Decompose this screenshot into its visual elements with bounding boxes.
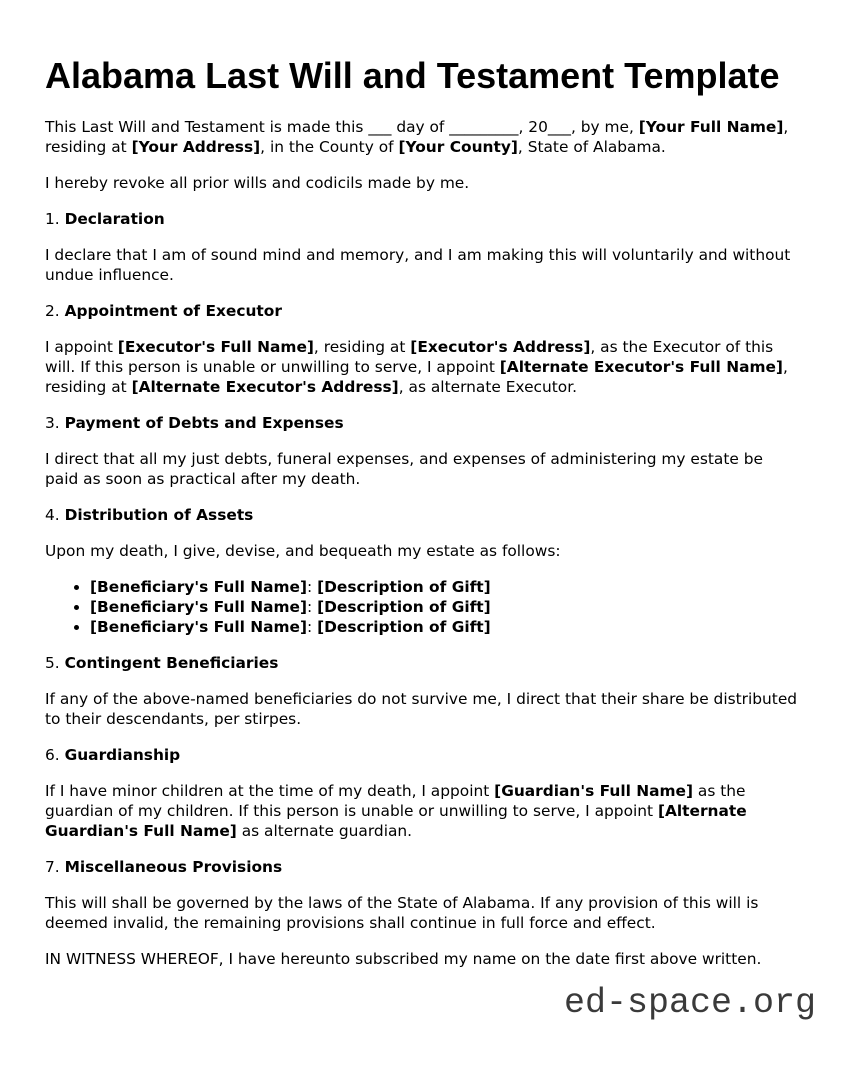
placeholder-alternate-guardian-full-name: [Alternate Guardian's Full Name] [45, 802, 747, 840]
beneficiary-item [90, 597, 799, 617]
section-2-title: Appointment of Executor [64, 302, 282, 320]
paragraph-witness: IN WITNESS WHEREOF, I have hereunto subscribed my name on the date first above written. [45, 950, 762, 968]
paragraph-debts: I direct that all my just debts, funeral expenses, and expenses of administering my estate be paid as soon as practical after my death. [45, 450, 763, 488]
section-6-title: Guardianship [64, 746, 181, 764]
guardian-text-2: as the guardian of my children. If this person is unable or unwilling to serve, I appoint [45, 782, 746, 820]
section-4-heading [45, 505, 799, 525]
executor-text-2: , residing at [313, 338, 411, 356]
placeholder-your-address: [Your Address] [131, 138, 261, 156]
executor-text-4: , residing at [45, 358, 788, 396]
section-2-heading [45, 301, 799, 321]
section-3-heading [45, 413, 799, 433]
section-4-number: 4. [45, 506, 60, 524]
bullet-separator: : [307, 618, 318, 636]
section-1-number: 1. [45, 210, 60, 228]
watermark-logo: ed-space.org [563, 983, 816, 1023]
section-7-title: Miscellaneous Provisions [64, 858, 283, 876]
intro-text-4: , State of Alabama. [517, 138, 666, 156]
placeholder-your-county: [Your County] [398, 138, 518, 156]
section-7-number: 7. [45, 858, 60, 876]
section-5-title: Contingent Beneficiaries [64, 654, 279, 672]
placeholder-gift-description: [Description of Gift] [317, 578, 491, 596]
paragraph-governing-law: This will shall be governed by the laws of the State of Alabama. If any provision of this will is deemed invalid, the remaining provisions shall continue in full force and effect. [45, 894, 759, 932]
section-5-number: 5. [45, 654, 60, 672]
section-6-heading [45, 745, 799, 765]
section-3-title: Payment of Debts and Expenses [64, 414, 344, 432]
paragraph-guardianship [45, 781, 799, 841]
section-6-number: 6. [45, 746, 60, 764]
placeholder-gift-description: [Description of Gift] [317, 598, 491, 616]
executor-text-5: , as alternate Executor. [398, 378, 578, 396]
section-3-number: 3. [45, 414, 60, 432]
bullet-separator: : [307, 598, 318, 616]
paragraph-revocation: I hereby revoke all prior wills and codicils made by me. [45, 174, 470, 192]
placeholder-beneficiary-name: [Beneficiary's Full Name] [90, 578, 308, 596]
beneficiary-list [45, 577, 799, 637]
guardian-text-1: If I have minor children at the time of my death, I appoint [45, 782, 495, 800]
section-4-title: Distribution of Assets [64, 506, 254, 524]
placeholder-your-full-name: [Your Full Name] [638, 118, 784, 136]
bullet-separator: : [307, 578, 318, 596]
placeholder-executor-full-name: [Executor's Full Name] [117, 338, 314, 356]
placeholder-alternate-executor-address: [Alternate Executor's Address] [131, 378, 399, 396]
paragraph-intro [45, 117, 799, 157]
executor-text-1: I appoint [45, 338, 118, 356]
paragraph-declaration: I declare that I am of sound mind and memory, and I am making this will voluntarily and without undue influence. [45, 246, 791, 284]
beneficiary-item [90, 577, 799, 597]
paragraph-executor [45, 337, 799, 397]
section-7-heading [45, 857, 799, 877]
placeholder-guardian-full-name: [Guardian's Full Name] [494, 782, 694, 800]
guardian-text-3: as alternate guardian. [236, 822, 413, 840]
executor-text-3: , as the Executor of this will. If this person is unable or unwilling to serve, I appoint [45, 338, 774, 376]
intro-text-3: , in the County of [260, 138, 399, 156]
placeholder-beneficiary-name: [Beneficiary's Full Name] [90, 618, 308, 636]
placeholder-executor-address: [Executor's Address] [410, 338, 591, 356]
section-5-heading [45, 653, 799, 673]
intro-text-2: , residing at [45, 118, 789, 156]
placeholder-beneficiary-name: [Beneficiary's Full Name] [90, 598, 308, 616]
section-2-number: 2. [45, 302, 60, 320]
paragraph-distribution: Upon my death, I give, devise, and bequeath my estate as follows: [45, 542, 561, 560]
beneficiary-item [90, 617, 799, 637]
document-title: Alabama Last Will and Testament Template [45, 55, 780, 96]
placeholder-gift-description: [Description of Gift] [317, 618, 491, 636]
section-1-heading [45, 209, 799, 229]
paragraph-contingent: If any of the above-named beneficiaries do not survive me, I direct that their share be distributed to their descendants, per stirpes. [45, 690, 798, 728]
intro-text-1: This Last Will and Testament is made this ___ day of _________, 20___, by me, [45, 118, 639, 136]
placeholder-alternate-executor-full-name: [Alternate Executor's Full Name] [499, 358, 783, 376]
section-1-title: Declaration [64, 210, 165, 228]
